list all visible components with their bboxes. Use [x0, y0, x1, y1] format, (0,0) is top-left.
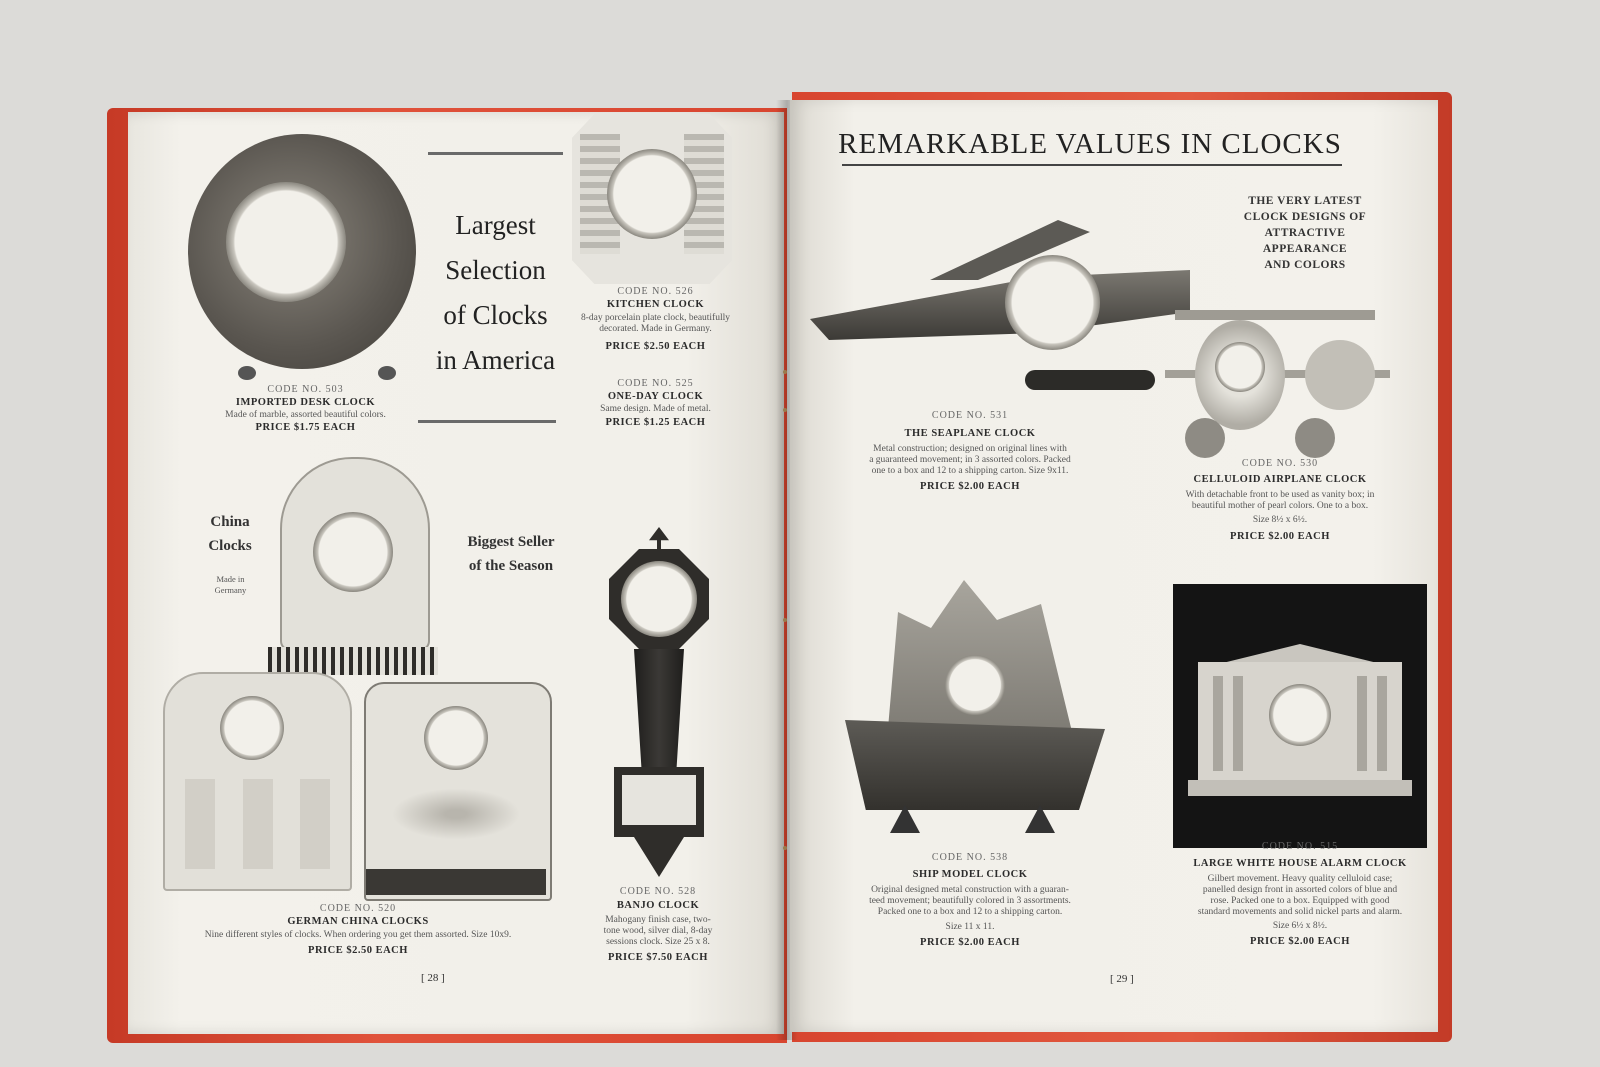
product-name: GERMAN CHINA CLOCKS: [287, 916, 429, 927]
made-in-line-2: Germany: [214, 585, 247, 595]
china-label-line-1: China: [210, 514, 250, 530]
product-price: PRICE $7.50 EACH: [608, 952, 708, 963]
product-description: Same design. Made of metal.: [600, 404, 711, 414]
china-clock-columns-image: [163, 672, 352, 891]
headline-line-2: Selection: [445, 255, 546, 285]
product-description-line-3: sessions clock. Size 25 x 8.: [606, 937, 710, 947]
product-code: CODE NO. 520: [319, 903, 397, 914]
binding-stitch: [783, 846, 787, 850]
product-description-line-3: Packed one to a box and 12 to a shipping carton.: [877, 907, 1063, 917]
product-price: PRICE $2.50 EACH: [605, 341, 706, 352]
china-label-line-2: Clocks: [208, 538, 252, 554]
made-in-germany-note: [198, 574, 263, 596]
left-page: [128, 112, 784, 1034]
product-name: LARGE WHITE HOUSE ALARM CLOCK: [1193, 858, 1407, 869]
product-description-line-4: standard movements and solid nickel parts and alarm.: [1197, 907, 1403, 917]
product-name: BANJO CLOCK: [616, 900, 700, 911]
product-description: Made of marble, assorted beautiful colors.: [225, 410, 386, 420]
binding-stitch: [783, 370, 787, 374]
white-house-clock-image: [1173, 584, 1427, 848]
product-price: PRICE $1.75 EACH: [255, 422, 356, 433]
headline-line-1: Largest: [455, 210, 536, 240]
product-name: IMPORTED DESK CLOCK: [235, 397, 376, 408]
china-clocks-label: [190, 510, 270, 558]
title-underline: [842, 164, 1342, 166]
product-price: PRICE $2.00 EACH: [1230, 531, 1330, 542]
headline-line-4: in America: [435, 345, 556, 375]
product-code: CODE NO. 531: [931, 410, 1009, 421]
product-description-line-2: a guaranteed movement; in 3 assorted colors. Packed: [869, 455, 1071, 465]
latest-line-4: APPEARANCE: [1262, 243, 1348, 255]
product-description-line-2: panelled design front in assorted colors of blue and: [1202, 885, 1398, 895]
latest-line-1: THE VERY LATEST: [1248, 195, 1362, 207]
product-description-line-3: rose. Packed one to a box. Equipped with good: [1210, 896, 1390, 906]
product-code: CODE NO. 526: [617, 286, 694, 297]
latest-designs-callout: [1230, 193, 1380, 273]
product-description-line-1: With detachable front to be used as vanity box; in: [1185, 490, 1375, 500]
product-size: Size 11 x 11.: [945, 922, 995, 932]
product-name: KITCHEN CLOCK: [606, 299, 705, 310]
headline-line-3: of Clocks: [443, 300, 548, 330]
biggest-seller-label: [446, 530, 576, 578]
right-page: [790, 100, 1438, 1032]
product-size: Size 8½ x 6½.: [1252, 515, 1308, 525]
page-number: [ 28 ]: [421, 972, 445, 984]
product-name: SHIP MODEL CLOCK: [912, 869, 1028, 880]
latest-line-2: CLOCK DESIGNS OF: [1243, 211, 1367, 223]
product-code: CODE NO. 525: [617, 378, 694, 389]
china-clock-scene-image: [364, 682, 552, 901]
product-code: CODE NO. 503: [267, 384, 344, 395]
product-size: Size 6½ x 8½.: [1272, 921, 1328, 931]
binding-stitch: [783, 618, 787, 622]
banjo-clock-image: [604, 527, 714, 882]
product-name: CELLULOID AIRPLANE CLOCK: [1193, 474, 1367, 485]
product-name: ONE-DAY CLOCK: [607, 391, 704, 402]
divider-rule: [428, 152, 563, 155]
seller-line-2: of the Season: [468, 558, 554, 574]
binding-stitch: [783, 408, 787, 412]
product-price: PRICE $1.25 EACH: [605, 417, 706, 428]
product-price: PRICE $2.50 EACH: [308, 945, 408, 956]
latest-line-5: AND COLORS: [1264, 259, 1346, 271]
product-description-line-1: Gilbert movement. Heavy quality celluloid case;: [1207, 874, 1393, 884]
made-in-line-1: Made in: [216, 574, 245, 584]
product-code: CODE NO. 528: [619, 886, 697, 897]
desk-clock-image: [188, 134, 416, 384]
divider-rule: [418, 420, 556, 423]
product-name: THE SEAPLANE CLOCK: [904, 428, 1036, 439]
product-description-line-1: Metal construction; designed on original lines with: [873, 444, 1067, 454]
product-price: PRICE $2.00 EACH: [920, 937, 1020, 948]
product-description-line-2: teed movement; beautifully colored in 3 assortments.: [869, 896, 1071, 906]
latest-line-3: ATTRACTIVE: [1264, 227, 1346, 239]
product-code: CODE NO. 538: [931, 852, 1009, 863]
product-description-line-1: Original designed metal construction with a guaran-: [871, 885, 1069, 895]
page-title: REMARKABLE VALUES IN CLOCKS: [838, 128, 1342, 160]
product-code: CODE NO. 530: [1241, 458, 1319, 469]
product-description-line-1: Mahogany finish case, two-: [605, 915, 711, 925]
seller-line-1: Biggest Seller: [467, 534, 555, 550]
page-number: [ 29 ]: [1110, 973, 1134, 985]
ship-model-clock-image: [845, 560, 1105, 850]
product-code: CODE NO. 515: [1261, 841, 1339, 852]
seaplane-clock-image: [810, 200, 1210, 410]
product-price: PRICE $2.00 EACH: [920, 481, 1020, 492]
product-price: PRICE $2.00 EACH: [1250, 936, 1350, 947]
product-description-line-3: one to a box and 12 to a shipping carton. Size 9x11.: [871, 466, 1069, 476]
product-description: Nine different styles of clocks. When ordering you get them assorted. Size 10x9.: [204, 930, 512, 940]
celluloid-airplane-clock-image: [1155, 300, 1390, 465]
product-description: 8-day porcelain plate clock, beautifully decorated. Made in Germany.: [580, 313, 731, 334]
kitchen-clock-image: [572, 114, 732, 284]
product-description-line-2: tone wood, silver dial, 8-day: [603, 926, 713, 936]
china-clock-tall-image: [268, 457, 438, 677]
product-description-line-2: beautiful mother of pearl colors. One to a box.: [1191, 501, 1369, 511]
